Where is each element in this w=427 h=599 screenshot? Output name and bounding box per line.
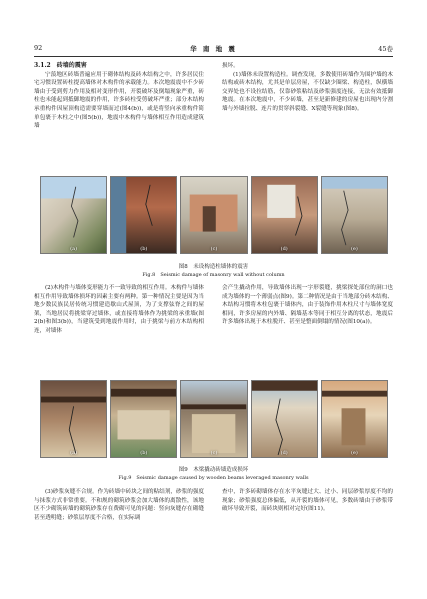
text-column-right-bottom xyxy=(222,488,393,514)
photo-beam-damage-a xyxy=(40,380,107,458)
photo-cracked-wall-c xyxy=(180,176,247,254)
photo-beam-damage-d xyxy=(251,380,318,458)
photo-cracked-wall-a xyxy=(40,176,107,254)
figure-label: (e) xyxy=(350,246,358,252)
text-column-right-mid xyxy=(222,284,393,327)
figure-label: (a) xyxy=(70,450,78,456)
paragraph: 查中，许多砖砌墙体存在水平灰缝过大、过小、同层砂浆厚度不均的现象；砂浆强度总体偏低，从开裂的墙体可见，多数砖墙由于砂浆带破坏导致开裂，而砖块则相对完好(图11)。 xyxy=(222,489,393,513)
figure-8-caption-en: Fig.8 Seismic damage of masonry wall without column xyxy=(142,272,285,278)
figure-8-photos xyxy=(40,176,388,254)
figure-label: (d) xyxy=(280,450,288,456)
photo-beam-damage-b xyxy=(110,380,177,458)
figure-label: (c) xyxy=(210,246,218,252)
page-number: 92 xyxy=(34,44,43,52)
photo-cracked-wall-b xyxy=(110,176,177,254)
text-column-left-bottom xyxy=(34,488,204,522)
figure-9-caption-en: Fig.9 Seismic damage caused by wooden beams leveraged masonry walls xyxy=(118,475,309,481)
journal-title: 华 南 地 震 xyxy=(190,45,237,53)
paragraph: 损坏。 xyxy=(222,63,239,69)
figure-label: (d) xyxy=(280,246,288,252)
text-column-left-top xyxy=(34,62,204,131)
text-column-right-top xyxy=(222,62,393,114)
figure-label: (b) xyxy=(140,246,148,252)
figure-label: (e) xyxy=(350,450,358,456)
page-header xyxy=(34,44,393,56)
figure-9-caption: 图9 木梁撬动砖墙造成损坏 xyxy=(178,467,249,473)
figure-label: (b) xyxy=(140,450,148,456)
volume-label: 45卷 xyxy=(378,45,393,53)
header-rule xyxy=(34,56,393,57)
text-column-left-mid xyxy=(34,284,204,336)
section-heading: 3.1.2 砖墙的震害 xyxy=(34,62,87,69)
paragraph: (3)砂浆灰缝不合规。作为砖墙中砖块之间的粘结剂，砂浆的强度与抹浆方式非常重要。不和规的砌筑砂浆会加大墙体的离散性，该地区不少砌筑砖墙的砌筑砂浆存在费砌可见的问题：竖向灰缝存在砌缝甚至透明缝；砂浆层厚度不合格，在实际调 xyxy=(34,489,204,521)
paragraph: (1)墙体未设置构造柱。调查发现，多数使用砖墙作为围护墙的木结构或砖木结构，尤其是单层房屋，不仅缺少圈梁、构造柱，纵横墙交界处也不设拉结筋，仅靠砂浆粘结及砂浆强度连接，无法有效抵御地震。在本次地震中，不少砖墙，甚至是新修建的房屋也出现内分割墙与外墙拉脱、连片的贯穿斜裂缝、X裂缝等现象(图8)。 xyxy=(222,71,393,112)
paragraph: 会产生撬动作用，导致墙体出现一字形裂缝，挑梁探处部位的洞口也成为墙体的一个薄弱点(图9)。第二种情况是由于当地部分砖木结构、木结构习惯将木柱包裹于墙体内，由于装饰作用木柱尺寸与墙体宽度相同，许多房屋的内外墙、隔墙基本等同于相互分离的状态，地震后许多墙体出现于木柱脱开、甚至是整面倒塌的情况(图10(a))。 xyxy=(222,285,393,326)
figure-label: (c) xyxy=(210,450,218,456)
photo-beam-damage-e xyxy=(321,380,388,458)
paragraph: (2)木构件与墙体变形能力不一致导致的相互作用。木构件与墙体相互作用导致墙体损坏的因素主要有两种。第一种情况主要是因为当地少数民族民居传统习惯建造歇山式屋顶，为了支撑弦脊之间的屋架，当地居民将挑梁穿过墙体，或直接将墙体作为挑梁的承重墙(图2(b)和图3(b))，当建筑受到地震作用时，由于挑梁与前方木结构相连，对墙体 xyxy=(34,285,204,334)
photo-cracked-wall-d xyxy=(251,176,318,254)
figure-label: (a) xyxy=(70,246,78,252)
figure-9-photos xyxy=(40,380,388,458)
photo-beam-damage-c xyxy=(180,380,247,458)
paragraph: 宁蒗地区砖墙普遍应用于砌体结构及砖木结构之中，许多居民住宅习惯设置砖柱提高墙体对木构件的承载能力。本次地震震中不少砖墙由于受到剪力作用及相对变形作用，开裂破坏及倒塌现象严重，砖柱也未能起到抵御地震的作用，许多砖柱受剪破坏严重；部分木结构承重构件因屋顶构造需要穿墙而过(图4(b))，或是将竖向承重构件简单包裹于木柱之中(图5(b))，地震中木构件与墙体相互作用造成建筑墙 xyxy=(34,71,204,130)
photo-cracked-wall-e xyxy=(321,176,388,254)
figure-8-caption: 图8 未设构造柱墙体的震害 xyxy=(178,264,249,270)
